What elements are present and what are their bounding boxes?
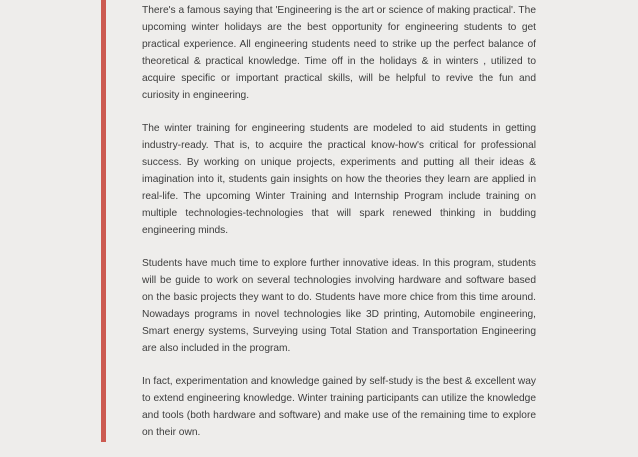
paragraph-1: There's a famous saying that 'Engineering is the art or science of making practical'. The upcoming winter holidays are the best opportunity for engineering students to get practical experience. All engineering students need to strike up the perfect balance of theoretical & practical knowledge. Time off in the holidays & in winters , utilized to acquire specific or important practical skills, will be helpful to revive the fun and curiosity in engineering. [142,5,536,101]
paragraph-3: Students have much time to explore further innovative ideas. In this program, students will be guide to work on several technologies involving hardware and software based on the basic projects they want to do. Students have more chice from this time around. Nowadays programs in novel technologies like 3D printing, Automobile engineering, Smart energy systems, Surveying using Total Station and Transportation Engineering are also included in the program. [142,258,536,354]
paragraph-2: The winter training for engineering students are modeled to aid students in getting industry-ready. That is, to acquire the practical know-how's critical for professional success. By working on unique projects, experiments and putting all their ideas & imagination into it, students gain insights on how the theories they learn are applied in real-life. The upcoming Winter Training and Internship Program include training on multiple technologies-technologies that will spark renewed thinking in budding engineering minds. [142,123,536,236]
paragraph-4: In fact, experimentation and knowledge gained by self-study is the best & excellent way to extend engineering knowledge. Winter training participants can utilize the knowledge and tools (both hardware and software) and make use of the remaining time to explore on their own. [142,376,536,438]
accent-bar [101,0,106,442]
article-body [142,2,536,457]
